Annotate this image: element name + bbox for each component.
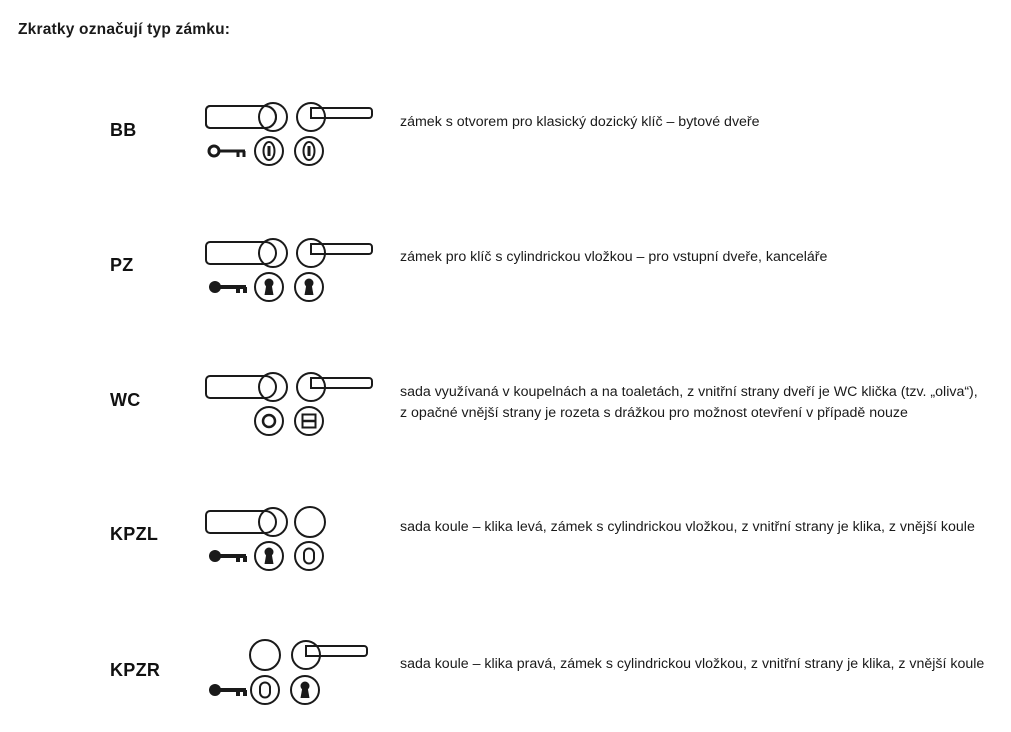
description-line-1: zámek s otvorem pro klasický dozický klíč – bytové dveře: [400, 114, 760, 130]
description-line-1: sada koule – klika pravá, zámek s cylindrickou vložkou, z vnitřní strany je klika, z vnější koule: [400, 656, 985, 672]
abbreviation-label-kpzl: KPZL: [110, 524, 159, 544]
description-kpzr: [400, 654, 984, 675]
description-bb: [400, 112, 760, 133]
description-wc: [400, 382, 978, 424]
abbreviation-label-wc: WC: [110, 390, 141, 410]
knob-handle-right-icon: [205, 635, 380, 707]
key-icon: [209, 281, 246, 293]
description-line-1: zámek pro klíč s cylindrickou vložkou – pro vstupní dveře, kanceláře: [400, 249, 828, 265]
handle-rosette-pz-icon: [205, 234, 380, 306]
handle-rosette-wc-icon: [205, 368, 380, 434]
description-line-1: sada využívaná v koupelnách a na toaletách, z vnitřní strany dveří je WC klička (tzv. „oliva“),: [400, 384, 978, 400]
abbreviation-label-bb: BB: [110, 120, 137, 140]
wc-rosette-slot-icon: [255, 407, 283, 435]
abbreviation-label-pz: PZ: [110, 255, 134, 275]
key-icon: [209, 684, 246, 696]
key-icon: [209, 550, 246, 562]
description-kpzl: [400, 517, 975, 538]
wc-thumbturn-icon: [295, 407, 323, 435]
description-line-2: z opačné vnější strany je rozeta s drážkou pro možnost otevření v případě nouze: [400, 405, 908, 421]
description-pz: [400, 247, 827, 268]
description-line-1: sada koule – klika levá, zámek s cylindrickou vložkou, z vnitřní strany je klika, z vnější koule: [400, 519, 975, 535]
knob-handle-left-icon: [205, 505, 380, 573]
key-icon: [209, 146, 245, 157]
handle-rosette-bb-icon: [205, 98, 380, 170]
page-title: Zkratky označují typ zámku:: [18, 21, 231, 38]
abbreviation-label-kpzr: KPZR: [110, 660, 161, 680]
